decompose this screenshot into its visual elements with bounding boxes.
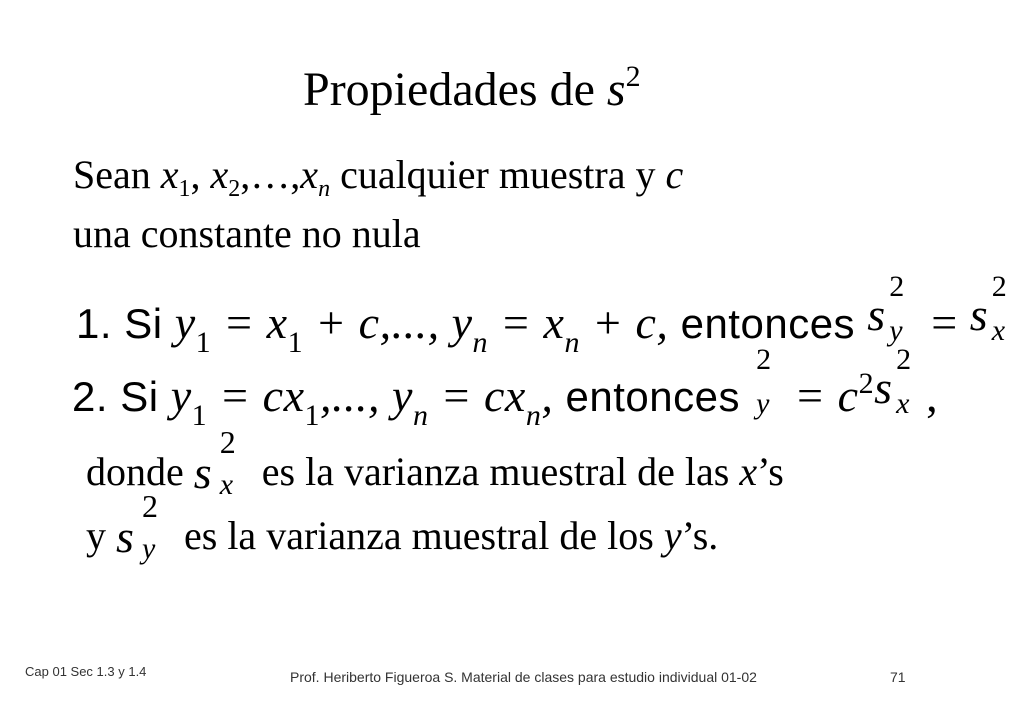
s-base: s [867,289,886,340]
page-number: 71 [890,669,906,685]
prop1-number: 1. [76,300,113,347]
desc2-rest: es la varianza muestral de los [174,513,664,558]
s-base: s [874,362,893,413]
property-1 [76,270,1022,359]
slide-title [303,60,641,116]
title-sup: 2 [625,60,641,93]
footer-section: Cap 01 Sec 1.3 y 1.4 [25,664,147,679]
prop1-sub1b: 1 [287,326,304,359]
prop2-eq1: = cx [207,370,305,421]
intro-rest: cualquier muestra y [330,152,666,197]
intro-comma: , [190,152,211,197]
prop1-s-x [969,270,1022,347]
prop2-dots: ,..., y [320,370,413,421]
s-base: s [969,289,989,340]
prop1-eq2: = x [487,297,565,348]
intro-sub-2: 2 [228,176,241,202]
desc2-s-y [116,488,174,565]
intro-line-1 [73,152,684,202]
prop1-plus: + c,..., y [303,297,473,348]
desc1-tail: ’s [757,449,784,494]
s-sup: 2 [991,270,1008,303]
prop2-s-x [874,343,926,420]
desc2-y: y [86,513,116,558]
intro-line-2: una constante no nula [73,211,421,256]
s-sub: x [896,387,910,420]
prop1-s-y [867,270,919,347]
s-sup: 2 [896,343,912,376]
prop2-trail: , [926,370,939,421]
description-line-1 [86,424,784,501]
prop2-si: Si [108,373,171,420]
description-line-2 [86,488,719,565]
s-sub: y [889,314,904,347]
footer-author: Prof. Heriberto Figueroa S. Material de clases para estudio individual 01-02 [290,669,757,685]
prop2-eq2: = cx [428,370,526,421]
intro-dots: ,…, [240,152,301,197]
prop2-subnb: n [525,399,542,432]
s-sup: 2 [889,270,905,303]
s-sub: y [142,532,156,565]
prop2-y: y [170,370,192,421]
prop2-comma: , [541,370,554,421]
desc1-rest: es la varianza muestral de las [251,449,740,494]
prop1-si: Si [112,300,175,347]
prop2-sub1b: 1 [304,399,321,432]
s-sub: x [991,314,1006,347]
title-text: Propiedades de [303,63,607,116]
prop1-entonces: entonces [668,300,868,347]
desc1-s-x [193,424,252,501]
property-2 [72,343,939,432]
intro-x: x [160,152,179,197]
prop1-sub1: 1 [195,326,212,359]
prop1-y: y [174,297,196,348]
intro-word: Sean [73,152,161,197]
intro-x: x [300,152,319,197]
s-base: s [116,511,134,562]
intro-c: c [665,152,684,197]
intro-x: x [210,152,229,197]
prop1-plus2: + c, [579,297,669,348]
prop2-eq: = c [782,370,859,421]
prop2-c-sq: 2 [858,367,875,400]
intro-sub-n: n [318,176,331,202]
prop1-subnb: n [564,326,580,359]
desc1-x: x [739,449,758,494]
s-base: s [193,447,212,498]
prop2-y-sq [752,343,782,420]
frac-sub: y [756,387,770,420]
desc1-donde: donde [86,449,194,494]
prop1-subn: n [472,326,488,359]
prop2-sub1: 1 [191,399,208,432]
prop2-entonces: entonces [553,373,753,420]
prop2-subn: n [412,399,429,432]
title-var: s [606,63,626,116]
prop1-eq1: = x [211,297,288,348]
frac-sup: 2 [756,343,772,376]
prop1-eq: = [919,297,970,348]
desc2-tail: ’s. [681,513,719,558]
s-sub: x [219,468,234,501]
s-sup: 2 [142,488,158,524]
desc2-yvar: y [663,513,682,558]
prop2-number: 2. [72,373,109,420]
s-sup: 2 [219,424,236,460]
intro-sub-1: 1 [178,176,191,202]
